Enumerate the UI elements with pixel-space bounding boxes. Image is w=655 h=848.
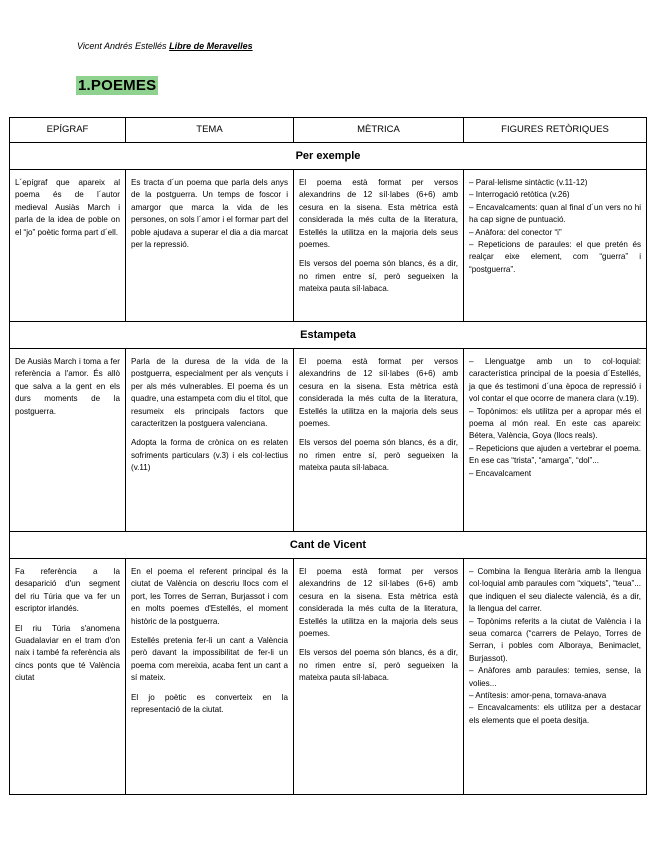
epigraf-paragraph: De Ausiàs March i toma a fer referència a l'amor. És allò que salva a la gent en els durs moments de la postguerra. xyxy=(15,357,120,416)
cell-tema xyxy=(126,170,294,322)
figure-item: – Encavalcaments: quan al final d´un vers no hi ha cap signe de puntuació. xyxy=(469,202,641,225)
metrica-paragraph: Els versos del poema són blancs, és a dir, no rimen entre sí, però segueixen la mateixa pauta síl·labaca. xyxy=(299,438,458,473)
poem-title-row xyxy=(10,322,647,349)
figure-item: – Antítesis: amor-pena, tornava-anava xyxy=(469,691,607,701)
cell-figures xyxy=(464,170,647,322)
column-header-epigraf: EPÍGRAF xyxy=(10,118,126,143)
tema-paragraph: En el poema el referent principal és la ciutat de València on descriu llocs com el port, les Torres de Serran, Burjassot i com en molts poemes d'Estellés, el moment històric de la postguerra. xyxy=(131,567,288,626)
poem-content-row xyxy=(10,349,647,532)
epigraf-paragraph: Fa referència a la desaparició d'un segment del riu Túria que va fer un escriptor irlandés. xyxy=(15,567,120,614)
metrica-paragraph: El poema està format per versos alexandrins de 12 síl·labes (6+6) amb cesura en la sisena. Esta mètrica està considerada la més culta de la literatura, Estellés la utilitza en la majoria dels seus poemes. xyxy=(299,178,458,250)
figure-item: – Repeticions de paraules: el que pretén és realçar eixe element, com “guerra” i “postguerra”. xyxy=(469,240,641,274)
poem-title: Per exemple xyxy=(10,143,647,170)
column-header-tema: TEMA xyxy=(126,118,294,143)
figure-item: – Topònims referits a la ciutat de València i la seua comarca (“carrers de Pelayo, Torres de Serran, i pobles com Alboraya, Benimaclet, Burjassot). xyxy=(469,616,641,663)
cell-epigraf xyxy=(10,349,126,532)
cell-metrica xyxy=(294,170,464,322)
tema-paragraph: Es tracta d´un poema que parla dels anys de la postguerra. Un temps de foscor i amargor que marca la vida de les persones, on sols l´amor i el formar part del poble ajudava a superar el dia a dia marcat per la repressió. xyxy=(131,178,288,250)
figure-item: – Llenguatge amb un to col·loquial: característica principal de la poesia d´Estellés, ja que és testimoni d´una època de repressió i vol contar el que ocorre de manera clara (v.19). xyxy=(469,357,641,404)
column-header-figures: FIGURES RETÒRIQUES xyxy=(464,118,647,143)
cell-tema xyxy=(126,349,294,532)
epigraf-paragraph: L´epígraf que apareix al poema és de l´autor medieval Ausiàs March i parla de la idea de poble on el “jo” poètic forma part d´ell. xyxy=(15,178,120,237)
figure-item: – Encavalcament xyxy=(469,468,532,478)
metrica-paragraph: El poema està format per versos alexandrins de 12 síl·labes (6+6) amb cesura en la sisena. Esta mètrica està considerada la més culta de la literatura, Estellés la utilitza en la majoria dels seus poemes. xyxy=(299,357,458,429)
cell-epigraf xyxy=(10,170,126,322)
cell-figures xyxy=(464,349,647,532)
epigraf-paragraph: El riu Túria s'anomena Guadalaviar en el tram d'on naix i també fa referència als cincs ponts que té València ciutat xyxy=(15,623,120,683)
cell-metrica xyxy=(294,349,464,532)
poem-title: Estampeta xyxy=(10,322,647,349)
metrica-paragraph: Els versos del poema són blancs, és a dir, no rimen entre sí, però segueixen la mateixa pauta síl·labaca. xyxy=(299,648,458,683)
figure-item: – Anàfora: del conector “i” xyxy=(469,227,562,237)
figure-item: – Interrogació retòtica (v.26) xyxy=(469,190,570,200)
book-title: Libre de Meravelles xyxy=(169,41,253,51)
tema-paragraph: Parla de la duresa de la vida de la postguerra, especialment per als vençuts i per als més vulnerables. El poema és un quadre, una estampeta com diu el títol, que resumeix els principals factors que caracteritzen la postguera valenciana. xyxy=(131,357,288,429)
poem-title-row xyxy=(10,532,647,559)
figure-item: – Combina la llengua literària amb la llengua col·loquial amb paraules com “xiquets”, “teua”... que indiquen el seu dialecte valencià, és a dir, la llengua del carrer. xyxy=(469,567,641,614)
document-header xyxy=(77,41,253,51)
tema-paragraph: El jo poètic es converteix en la representació de la ciutat. xyxy=(131,692,288,715)
figure-item: – Paral·lelisme sintàctic (v.11-12) xyxy=(469,178,588,187)
tema-paragraph: Adopta la forma de crònica on es relaten sofriments particulars (v.3) i els col·lectius (v.11) xyxy=(131,438,288,473)
section-title: 1.POEMES xyxy=(78,77,157,94)
cell-epigraf xyxy=(10,559,126,795)
poems-table-body xyxy=(10,143,647,795)
column-header-metrica: MÈTRICA xyxy=(294,118,464,143)
figure-item: – Topònimos: els utilitza per a apropar més el poema al món real. En este cas apareix: Bétera, València, Goya (llocs reals). xyxy=(469,406,641,441)
metrica-paragraph: El poema està format per versos alexandrins de 12 síl·labes (6+6) amb cesura en la sisena. Esta mètrica està considerada la més culta de la literatura, Estellés la utilitza en la majoria dels seus poemes. xyxy=(299,567,458,639)
cell-tema xyxy=(126,559,294,795)
poems-table xyxy=(9,117,647,795)
cell-metrica xyxy=(294,559,464,795)
figure-item: – Repeticions que ajuden a vertebrar el poema. En ese cas “trista”, “amarga”, “dol”... xyxy=(469,443,641,466)
poem-content-row xyxy=(10,170,647,322)
metrica-paragraph: Els versos del poema són blancs, és a dir, no rimen entre sí, però segueixen la mateixa pauta síl·labaca. xyxy=(299,259,458,294)
poem-title-row xyxy=(10,143,647,170)
tema-paragraph: Estellés pretenia fer-li un cant a València però davant la impossibilitat de fer-li un poema com mereixia, acaba fent un cant a sí mateix. xyxy=(131,636,288,683)
table-header-row xyxy=(10,118,647,143)
poem-content-row xyxy=(10,559,647,795)
author-name: Vicent Andrés Estellés xyxy=(77,41,167,51)
cell-figures xyxy=(464,559,647,795)
figure-item: – Encavalcaments: els utilitza per a destacar els elements que el poeta desitja. xyxy=(469,703,641,725)
poem-title: Cant de Vicent xyxy=(10,532,647,559)
figure-item: – Anàfores amb paraules: temies, sense, la volies... xyxy=(469,666,641,688)
